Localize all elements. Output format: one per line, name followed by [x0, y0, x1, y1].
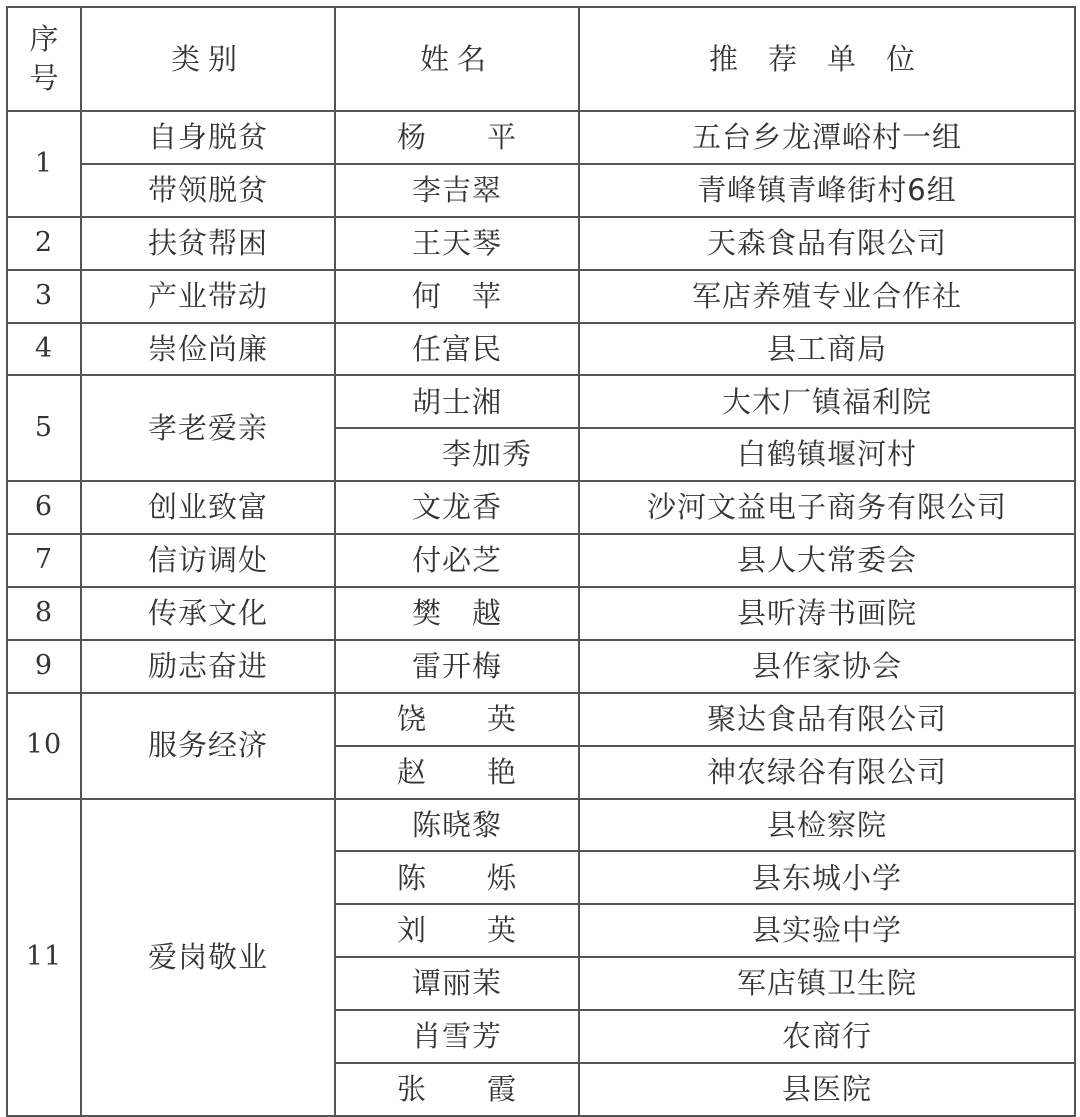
- table-row: [7, 375, 1075, 428]
- name-cell: 付必芝: [335, 534, 579, 587]
- unit-cell: 县作家协会: [579, 640, 1075, 693]
- unit-cell: 大木厂镇福利院: [579, 375, 1075, 428]
- seq-cell: 4: [7, 323, 81, 376]
- unit-cell: 沙河文益电子商务有限公司: [579, 481, 1075, 534]
- unit-cell: 农商行: [579, 1010, 1075, 1063]
- category-cell: 自身脱贫: [81, 111, 335, 164]
- name-cell: 谭丽茉: [335, 957, 579, 1010]
- category-cell: 带领脱贫: [81, 164, 335, 217]
- category-cell: 传承文化: [81, 587, 335, 640]
- header-seq: 序 号: [7, 7, 81, 111]
- seq-cell: 9: [7, 640, 81, 693]
- unit-cell: 军店镇卫生院: [579, 957, 1075, 1010]
- unit-cell: 天森食品有限公司: [579, 217, 1075, 270]
- unit-cell: 县工商局: [579, 323, 1075, 376]
- name-cell: 饶 英: [335, 693, 579, 746]
- category-cell: 产业带动: [81, 270, 335, 323]
- table-row: [7, 693, 1075, 746]
- seq-cell: 7: [7, 534, 81, 587]
- header-name: 姓名: [335, 7, 579, 111]
- name-cell: 胡士湘: [335, 375, 579, 428]
- name-cell: 李吉翠: [335, 164, 579, 217]
- name-cell: 赵 艳: [335, 746, 579, 799]
- name-cell: 何 苹: [335, 270, 579, 323]
- name-cell: 刘 英: [335, 904, 579, 957]
- header-category: 类别: [81, 7, 335, 111]
- unit-cell: 县医院: [579, 1063, 1075, 1116]
- category-cell: 创业致富: [81, 481, 335, 534]
- unit-cell: 县人大常委会: [579, 534, 1075, 587]
- table-row: [7, 799, 1075, 852]
- category-cell: 励志奋进: [81, 640, 335, 693]
- seq-cell: 2: [7, 217, 81, 270]
- seq-cell: 5: [7, 375, 81, 481]
- name-cell: 张 霞: [335, 1063, 579, 1116]
- unit-cell: 白鹤镇堰河村: [579, 428, 1075, 481]
- name-cell: 王天琴: [335, 217, 579, 270]
- table-row: [7, 481, 1075, 534]
- table-row: [7, 270, 1075, 323]
- category-cell: 信访调处: [81, 534, 335, 587]
- unit-cell: 县听涛书画院: [579, 587, 1075, 640]
- unit-cell: 五台乡龙潭峪村一组: [579, 111, 1075, 164]
- table-row: [7, 217, 1075, 270]
- seq-cell: 1: [7, 111, 81, 217]
- name-cell: 雷开梅: [335, 640, 579, 693]
- unit-cell: 县东城小学: [579, 851, 1075, 904]
- recommendation-table: [6, 6, 1076, 1117]
- category-cell: 爱岗敬业: [81, 799, 335, 1116]
- unit-cell: 军店养殖专业合作社: [579, 270, 1075, 323]
- name-cell: 李加秀: [335, 428, 579, 481]
- seq-cell: 10: [7, 693, 81, 799]
- unit-cell: 青峰镇青峰街村6组: [579, 164, 1075, 217]
- name-cell: 文龙香: [335, 481, 579, 534]
- table-row: [7, 111, 1075, 164]
- table-row: [7, 323, 1075, 376]
- name-cell: 任富民: [335, 323, 579, 376]
- name-cell: 樊 越: [335, 587, 579, 640]
- name-cell: 肖雪芳: [335, 1010, 579, 1063]
- seq-cell: 3: [7, 270, 81, 323]
- seq-cell: 6: [7, 481, 81, 534]
- category-cell: 服务经济: [81, 693, 335, 799]
- table-row: [7, 164, 1075, 217]
- unit-cell: 县检察院: [579, 799, 1075, 852]
- seq-cell: 11: [7, 799, 81, 1116]
- header-unit: 推荐单位: [579, 7, 1075, 111]
- table-row: [7, 534, 1075, 587]
- table-row: [7, 640, 1075, 693]
- unit-cell: 县实验中学: [579, 904, 1075, 957]
- name-cell: 杨 平: [335, 111, 579, 164]
- name-cell: 陈晓黎: [335, 799, 579, 852]
- seq-cell: 8: [7, 587, 81, 640]
- name-cell: 陈 烁: [335, 851, 579, 904]
- table-row: [7, 587, 1075, 640]
- category-cell: 孝老爱亲: [81, 375, 335, 481]
- header-row: [7, 7, 1075, 111]
- category-cell: 崇俭尚廉: [81, 323, 335, 376]
- unit-cell: 聚达食品有限公司: [579, 693, 1075, 746]
- unit-cell: 神农绿谷有限公司: [579, 746, 1075, 799]
- category-cell: 扶贫帮困: [81, 217, 335, 270]
